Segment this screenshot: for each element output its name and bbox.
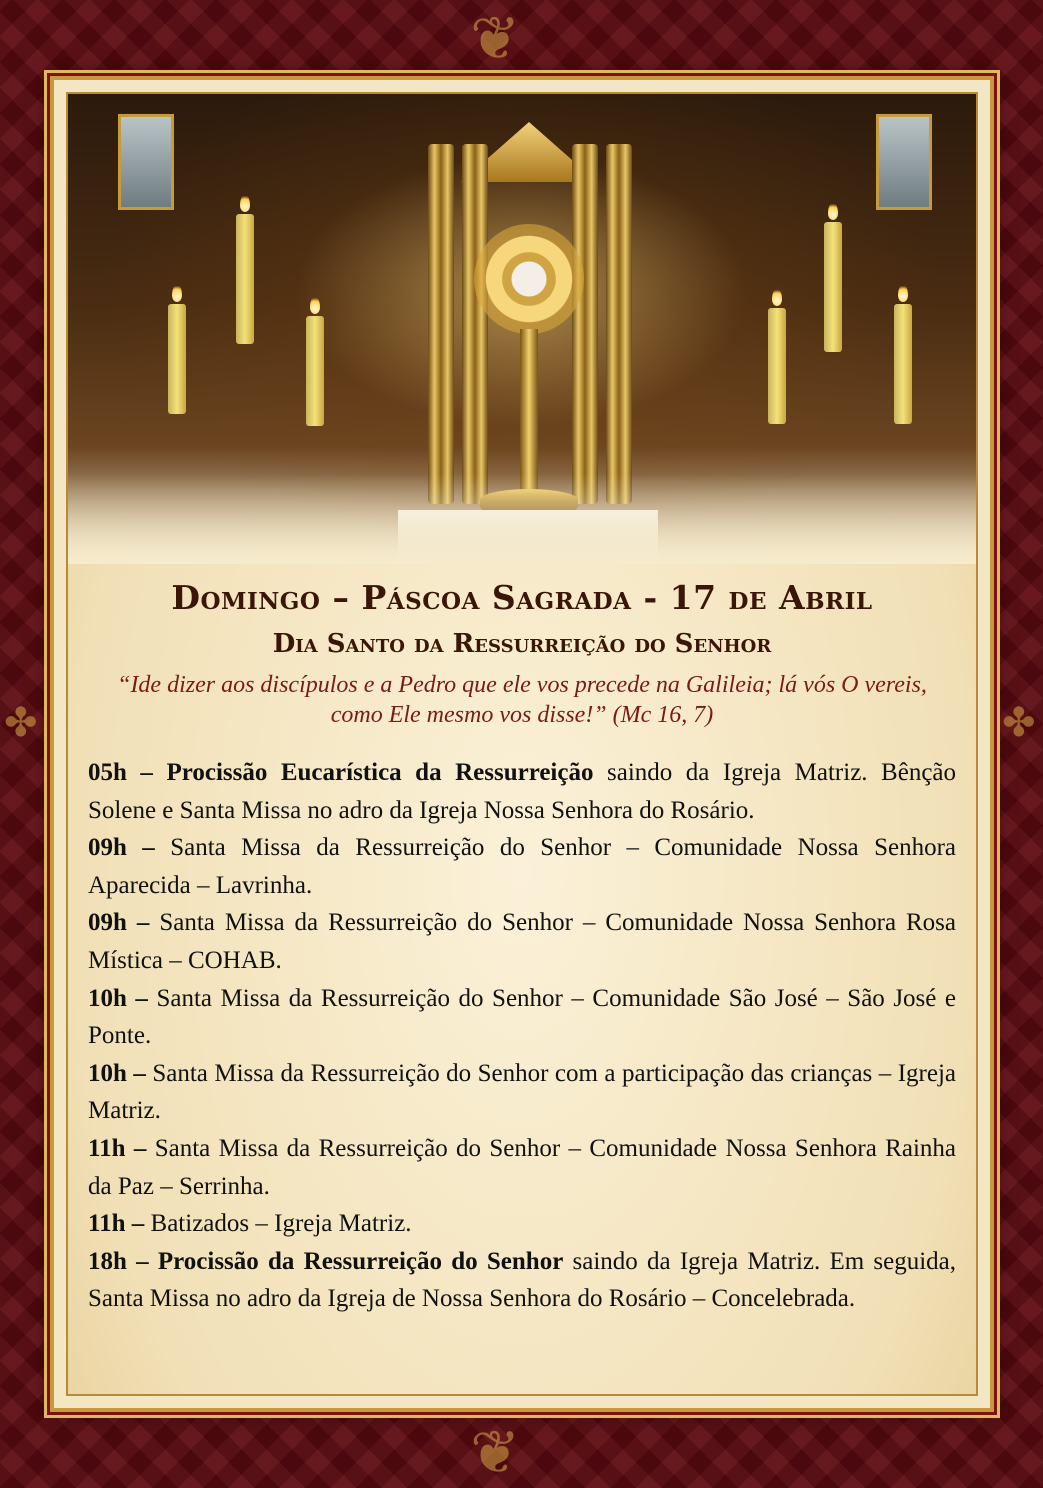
- scripture-quote: “Ide dizer aos discípulos e a Pedro que ele vos precede na Galileia; lá vós O vereis, como Ele mesmo vos disse!” (Mc 16, 7): [117, 672, 927, 728]
- photo-fade: [68, 474, 976, 564]
- pillar-right-inner: [572, 144, 598, 504]
- candle: [306, 316, 324, 426]
- bottom-ornament-icon: ❦: [470, 1418, 521, 1488]
- entry-text: Santa Missa da Ressurreição do Senhor – Comunidade Nossa Senhora Rosa Mística – COHAB.: [88, 909, 956, 974]
- candle-flame-icon: [240, 194, 250, 212]
- schedule-entry: [88, 1243, 956, 1318]
- page-subtitle: Dia Santo da Ressurreição do Senhor: [272, 629, 772, 659]
- entry-text: saindo da Igreja Matriz. Bênção Solene e Santa Missa no adro da Igreja Nossa Senhora do Rosário.: [88, 759, 957, 824]
- top-ornament-icon: ❦: [470, 4, 521, 74]
- entry-highlight: Procissão da Ressurreição do Senhor: [157, 1247, 564, 1275]
- schedule-entry: [88, 904, 956, 979]
- entry-time: 09h –: [88, 834, 155, 862]
- candle-flame-icon: [772, 288, 782, 306]
- entry-text: Santa Missa da Ressurreição do Senhor com a participação das crianças – Igreja Matriz.: [88, 1059, 956, 1125]
- candle-flame-icon: [828, 202, 838, 220]
- schedule-entry: [88, 1130, 956, 1205]
- entry-text: saindo da Igreja Matriz. Em seguida, Santa Missa no adro da Igreja de Nossa Senhora do Rosário – Concelebrada.: [88, 1247, 957, 1313]
- entry-text: Santa Missa da Ressurreição do Senhor – Comunidade Nossa Senhora Aparecida – Lavrinha.: [88, 834, 956, 899]
- entry-text: Santa Missa da Ressurreição do Senhor – Comunidade São José – São José e Ponte.: [88, 984, 956, 1050]
- candle-flame-icon: [172, 284, 182, 302]
- monstrance-icon: [474, 224, 584, 334]
- schedule-entry: [88, 980, 956, 1055]
- entry-time: 10h –: [88, 984, 148, 1012]
- left-ornament-icon: ✤: [4, 700, 38, 746]
- candle: [168, 304, 186, 414]
- candle: [236, 214, 254, 344]
- pillar-right-outer: [606, 144, 632, 504]
- entry-time: 18h –: [88, 1247, 149, 1275]
- right-saint-niche: [876, 114, 932, 210]
- poster-content: [66, 92, 978, 1396]
- entry-time: 11h –: [88, 1134, 147, 1162]
- pillar-left-outer: [428, 144, 454, 504]
- entry-time: 05h –: [88, 759, 153, 786]
- schedule-entry: [88, 754, 956, 829]
- right-ornament-icon: ✤: [1002, 700, 1036, 746]
- schedule-entry: [88, 1205, 956, 1243]
- poster-frame: [50, 76, 994, 1412]
- candle-flame-icon: [898, 284, 908, 302]
- candle: [768, 308, 786, 424]
- altar-photo: [68, 94, 976, 564]
- entry-time: 11h –: [88, 1210, 145, 1238]
- schedule-entry: [88, 1055, 956, 1130]
- candle: [894, 304, 912, 424]
- entry-time: 10h –: [88, 1059, 146, 1087]
- mass-schedule: [88, 754, 956, 1318]
- schedule-entry: [88, 829, 956, 904]
- left-saint-niche: [118, 114, 174, 210]
- entry-text: Santa Missa da Ressurreição do Senhor – Comunidade Nossa Senhora Rainha da Paz – Serrinha.: [88, 1134, 956, 1200]
- entry-text: Batizados – Igreja Matriz.: [144, 1210, 412, 1238]
- entry-highlight: Procissão Eucarística da Ressurreição: [166, 759, 594, 786]
- page-title: Domingo – Páscoa Sagrada - 17 de Abril: [171, 578, 873, 617]
- entry-time: 09h –: [88, 909, 150, 937]
- pillar-left-inner: [462, 144, 488, 504]
- candle-flame-icon: [310, 296, 320, 314]
- candle: [824, 222, 842, 352]
